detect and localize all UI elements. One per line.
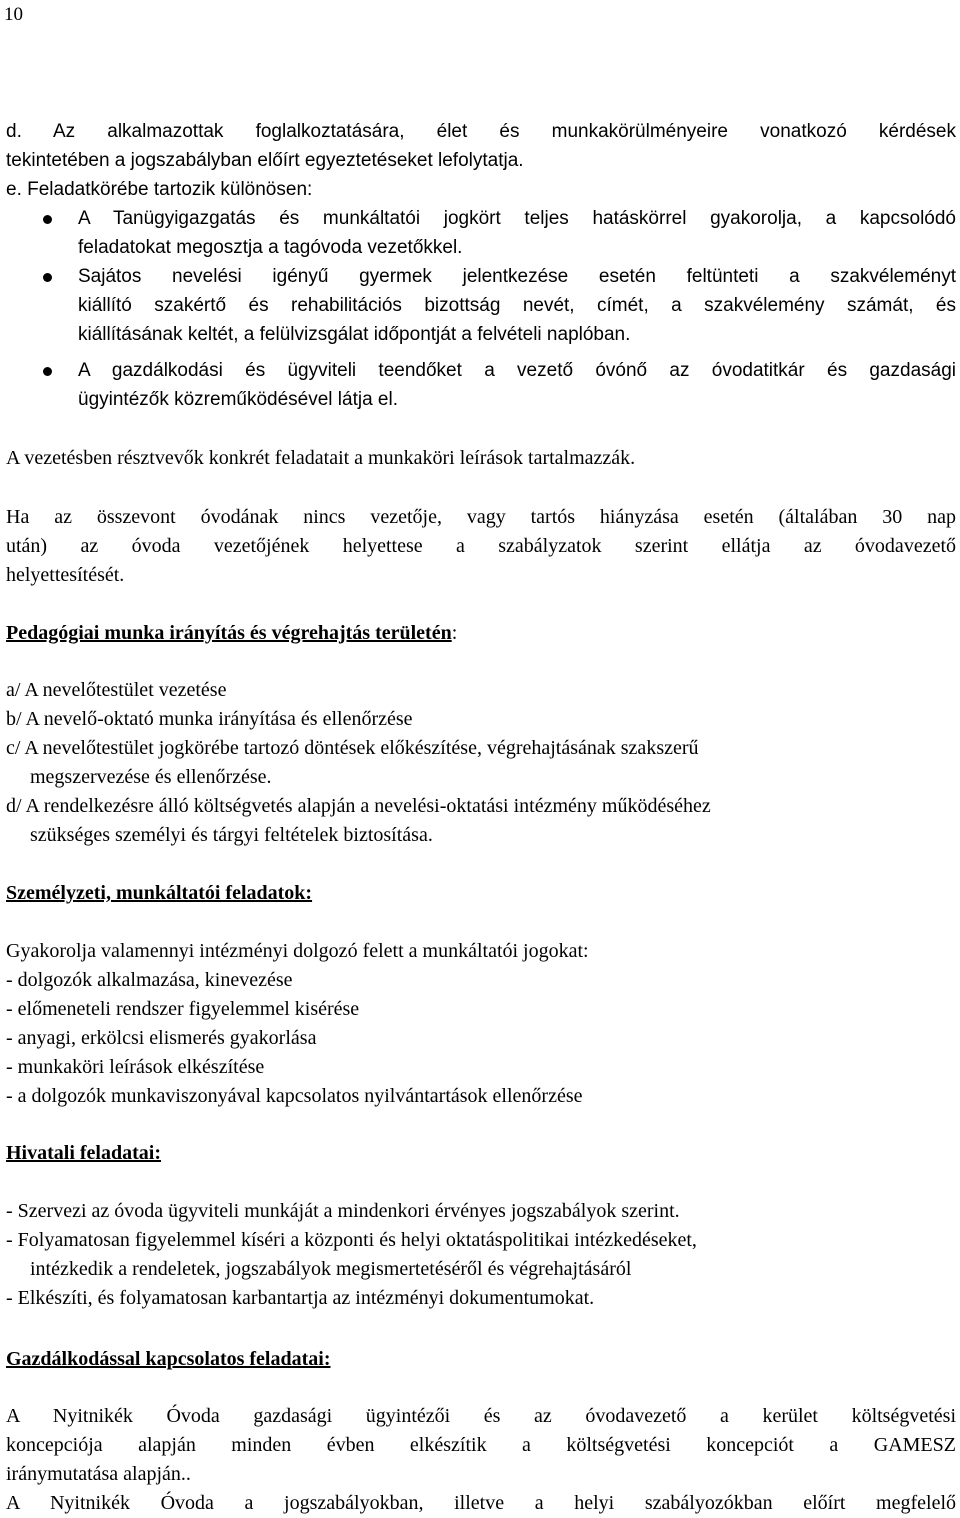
- list-item: - munkaköri leírások elkészítése: [6, 1056, 265, 1078]
- bullet-3-line2: ügyintézők közreműködésével látja el.: [78, 389, 399, 410]
- ped-heading-suffix: :: [451, 622, 458, 644]
- bullet-icon: [43, 215, 52, 224]
- bullet-1-line2: feladatokat megosztja a tagóvoda vezetőkkel.: [78, 237, 463, 258]
- ped-item-c2: megszervezése és ellenőrzése.: [30, 766, 272, 788]
- bullet-icon: [43, 273, 52, 282]
- gazdalkodas-heading: Gazdálkodással kapcsolatos feladatai:: [6, 1348, 331, 1370]
- hivatali-item-3: - Elkészíti, és folyamatosan karbantartja az intézményi dokumentumokat.: [6, 1287, 595, 1309]
- hivatali-item-2a: - Folyamatosan figyelemmel kíséri a központi és helyi oktatáspolitikai intézkedéseket,: [6, 1229, 697, 1251]
- bullet-3-line1: A gazdálkodási és ügyviteli teendőket a vezető óvónő az óvodatitkár és gazdasági: [78, 360, 956, 381]
- hivatali-list: [6, 1197, 956, 1313]
- ped-item-a: a/ A nevelőtestület vezetése: [6, 679, 227, 701]
- para-helyettes-line1: Ha az összevont óvodának nincs vezetője, vagy tartós hiányzása esetén (általában 30 nap: [6, 506, 956, 528]
- bullet-item-3: [78, 356, 956, 414]
- ped-heading-row: [6, 619, 956, 648]
- gazdalkodas-p1a: A Nyitnikék Óvoda gazdasági ügyintézői és az óvodavezető a kerület költségvetési: [6, 1405, 956, 1427]
- item-d-line1: d. Az alkalmazottak foglalkoztatására, élet és munkakörülményeire vonatkozó kérdések: [6, 121, 956, 142]
- szemelyzeti-list: [6, 937, 956, 1111]
- gazdalkodas-p1b: koncepciója alapján minden évben elkészítik a költségvetési koncepciót a GAMESZ: [6, 1434, 956, 1456]
- ped-item-c1: c/ A nevelőtestület jogkörébe tartozó döntések előkészítése, végrehajtásának szakszerű: [6, 737, 699, 759]
- bullet-item-2: [78, 262, 956, 349]
- gazdalkodas-p1c: iránymutatása alapján..: [6, 1463, 191, 1485]
- ped-heading: Pedagógiai munka irányítás és végrehajtás területén: [6, 622, 452, 644]
- hivatali-item-1: - Szervezi az óvoda ügyviteli munkáját a mindenkori érvényes jogszabályok szerint.: [6, 1200, 680, 1222]
- hivatali-heading: Hivatali feladatai:: [6, 1142, 161, 1164]
- bullet-2-line2: kiállító szakértő és rehabilitációs bizottság nevét, címét, a szakvélemény számát, és: [78, 295, 956, 316]
- para-helyettes: [6, 503, 956, 590]
- list-item: - a dolgozók munkaviszonyával kapcsolatos nyilvántartások ellenőrzése: [6, 1085, 583, 1107]
- bullet-2-line3: kiállításának keltét, a felülvizsgálat időpontját a felvételi naplóban.: [78, 324, 631, 345]
- para-helyettes-line3: helyettesítését.: [6, 564, 125, 586]
- bullet-1-line1: A Tanügyigazgatás és munkáltatói jogkört teljes hatáskörrel gyakorolja, a kapcsolódó: [78, 208, 956, 229]
- gazdalkodas-paragraph: [6, 1402, 956, 1518]
- page-number: 10: [4, 4, 23, 25]
- szemelyzeti-intro: Gyakorolja valamennyi intézményi dolgozó felett a munkáltatói jogokat:: [6, 940, 589, 962]
- ped-item-d1: d/ A rendelkezésre álló költségvetés alapján a nevelési-oktatási intézmény működéséhez: [6, 795, 711, 817]
- hivatali-heading-row: [6, 1139, 956, 1168]
- para-vezetes: A vezetésben résztvevők konkrét feladatait a munkaköri leírások tartalmazzák.: [6, 447, 636, 469]
- list-item: - dolgozók alkalmazása, kinevezése: [6, 969, 293, 991]
- ped-item-b: b/ A nevelő-oktató munka irányítása és ellenőrzése: [6, 708, 413, 730]
- bullet-2-line1: Sajátos nevelési igényű gyermek jelentkezése esetén feltünteti a szakvéleményt: [78, 266, 956, 287]
- item-d: [6, 117, 956, 175]
- bullet-item-1: [78, 204, 956, 262]
- list-item: - előmeneteli rendszer figyelemmel kisérése: [6, 998, 360, 1020]
- bullet-icon: [43, 367, 52, 376]
- szemelyzeti-heading-row: [6, 879, 956, 908]
- hivatali-item-2b: intézkedik a rendeletek, jogszabályok megismertetéséről és végrehajtásáról: [30, 1258, 632, 1280]
- gazdalkodas-p2: A Nyitnikék Óvoda a jogszabályokban, illetve a helyi szabályozókban előírt megfelelő: [6, 1492, 956, 1514]
- list-item: - anyagi, erkölcsi elismerés gyakorlása: [6, 1027, 317, 1049]
- item-e-intro: e. Feladatkörébe tartozik különösen:: [6, 179, 313, 200]
- szemelyzeti-heading: Személyzeti, munkáltatói feladatok:: [6, 882, 313, 904]
- gazdalkodas-heading-row: [6, 1345, 956, 1374]
- item-d-line2: tekintetében a jogszabályban előírt egyeztetéseket lefolytatja.: [6, 150, 524, 171]
- ped-item-d2: szükséges személyi és tárgyi feltételek biztosítása.: [30, 824, 433, 846]
- ped-list: [6, 676, 956, 850]
- para-helyettes-line2: után) az óvoda vezetőjének helyettese a szabályzatok szerint ellátja az óvodavezető: [6, 535, 956, 557]
